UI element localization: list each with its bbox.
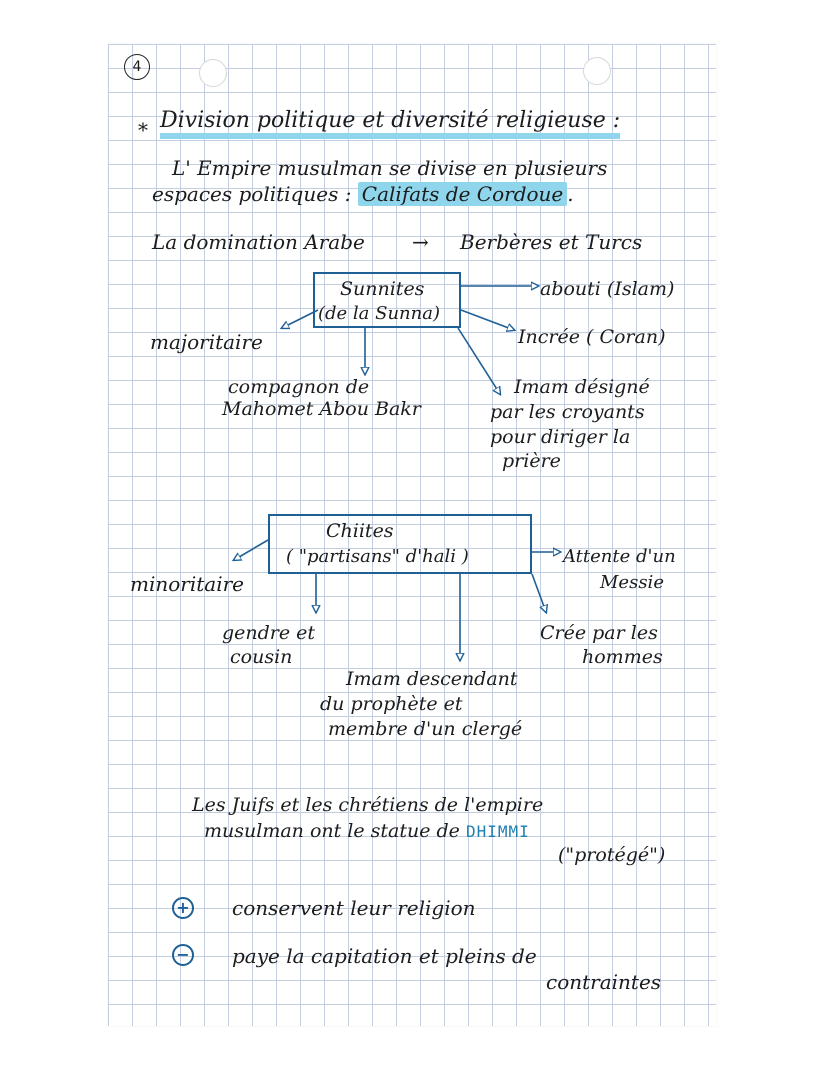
arrow-sunnites-majoritaire	[282, 310, 318, 328]
sunnites-title: Sunnites	[340, 278, 425, 300]
domination-left: La domination Arabe	[152, 230, 365, 254]
dhimmi-line-1: Les Juifs et les chrétiens de l'empire	[192, 794, 544, 816]
chiites-imam-2: du prophète et	[320, 693, 463, 715]
sunnites-compagnon-1: compagnon de	[228, 376, 370, 398]
sunnites-subtitle: (de la Sunna)	[318, 303, 440, 324]
chiites-subtitle: ( "partisans" d'hali )	[286, 546, 469, 567]
sunnites-incree: Incrée ( Coran)	[518, 326, 666, 348]
sunnites-abouti: abouti (Islam)	[540, 278, 675, 300]
sunnites-compagnon-2: Mahomet Abou Bakr	[222, 398, 421, 420]
chiites-gendre-2: cousin	[230, 646, 293, 668]
arrow-chiites-cree	[532, 574, 546, 612]
intro-suffix: .	[567, 182, 574, 206]
minus-text-1: paye la capitation et pleins de	[232, 944, 537, 968]
chiites-cree-2: hommes	[582, 646, 663, 668]
arrow-chiites-minoritaire	[234, 540, 268, 560]
sunnites-imam-3: pour diriger la	[490, 426, 631, 448]
sunnites-imam-1: Imam désigné	[514, 376, 650, 398]
domination-right: Berbères et Turcs	[460, 230, 643, 254]
dhimmi-prefix: musulman ont le statue de	[204, 820, 460, 842]
chiites-imam-1: Imam descendant	[346, 668, 518, 690]
minus-icon: −	[172, 944, 194, 966]
dhimmi-term: DHIMMI	[465, 822, 530, 841]
heading-bullet: *	[138, 118, 148, 142]
intro-prefix: espaces politiques :	[152, 182, 352, 206]
chiites-minoritaire: minoritaire	[130, 572, 244, 596]
chiites-attente-2: Messie	[600, 572, 664, 593]
minus-text-2: contraintes	[546, 970, 662, 994]
califats-highlight: Califats de Cordoue	[358, 182, 567, 206]
sunnites-imam-2: par les croyants	[490, 401, 645, 423]
plus-icon: +	[172, 897, 194, 919]
arrow-sunnites-incree	[461, 310, 514, 330]
domination-arrow: →	[412, 230, 429, 254]
chiites-cree-1: Crée par les	[540, 622, 658, 644]
sunnites-majoritaire: majoritaire	[150, 330, 263, 354]
chiites-gendre-1: gendre et	[222, 622, 316, 644]
page-number: 4	[124, 54, 150, 80]
intro-line-1: L' Empire musulman se divise en plusieurs	[172, 156, 608, 180]
heading-text: Division politique et diversité religieuse :	[160, 108, 620, 139]
arrow-sunnites-imam	[458, 328, 500, 394]
sunnites-imam-4: prière	[502, 450, 561, 472]
chiites-title: Chiites	[326, 520, 394, 542]
plus-text: conservent leur religion	[232, 896, 476, 920]
dhimmi-line-3: ("protégé")	[558, 844, 666, 866]
chiites-imam-3: membre d'un clergé	[328, 718, 523, 740]
chiites-attente-1: Attente d'un	[563, 546, 676, 567]
